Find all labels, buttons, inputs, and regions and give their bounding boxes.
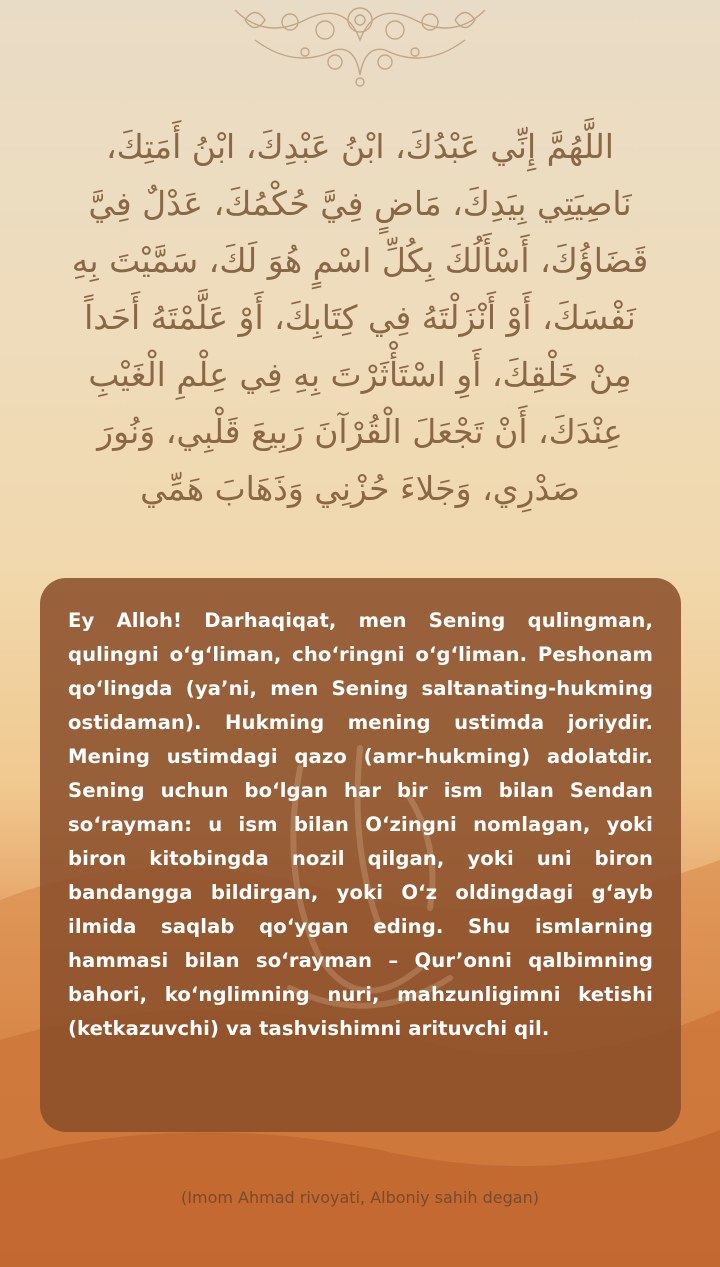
- translation-text: Ey Alloh! Darhaqiqat, men Sening qulingman, qulingni o‘g‘liman, cho‘ringni o‘g‘liman. Peshonam qo‘lingda (ya’ni, men Sening saltanating-hukming ostidaman). Hukming mening ustimda joriydir. Mening ustimdagi qazo (amr-hukming) adolatdir. Sening uchun bo‘lgan har bir ism bilan Sendan so‘rayman: u ism bilan O‘zingni nomlagan, yoki biron kitobingda nozil qilgan, yoki uni biron bandangga bildirgan, yoki O‘z oldingdagi g‘ayb ilmida saqlab qo‘ygan eding. Shu ismlarning hammasi bilan so‘rayman – Qur’onni qalbimning bahori, ko‘nglimning nuri, mahzunligimni ketishi (ketkazuvchi) va tashvishimni arituvchi qil.: [68, 609, 653, 1040]
- arabic-dua-text: اللَّهُمَّ إِنِّي عَبْدُكَ، ابْنُ عَبْدِكَ، ابْنُ أَمَتِكَ، نَاصِيَتِي بِيَدِكَ، مَاضٍ فِيَّ حُكْمُكَ، عَدْلٌ فِيَّ قَضَاؤُكَ، أَسْأَلُكَ بِكُلِّ اسْمٍ هُوَ لَكَ، سَمَّيْتَ بِهِ نَفْسَكَ، أَوْ أَنْزَلْتَهُ فِي كِتَابِكَ، أَوْ عَلَّمْتَهُ أَحَداً مِنْ خَلْقِكَ، أَوِ اسْتَأْثَرْتَ بِهِ فِي عِلْمِ الْغَيْبِ عِنْدَكَ، أَنْ تَجْعَلَ الْقُرْآنَ رَبِيعَ قَلْبِي، وَنُورَ صَدْرِي، وَجَلاءَ حُزْنِي وَذَهَابَ هَمِّي: [71, 127, 649, 508]
- source-citation: (Imom Ahmad rivoyati, Alboniy sahih degan): [181, 1188, 539, 1207]
- floral-ornament-icon: [225, 0, 495, 92]
- translation-card: [40, 578, 681, 1132]
